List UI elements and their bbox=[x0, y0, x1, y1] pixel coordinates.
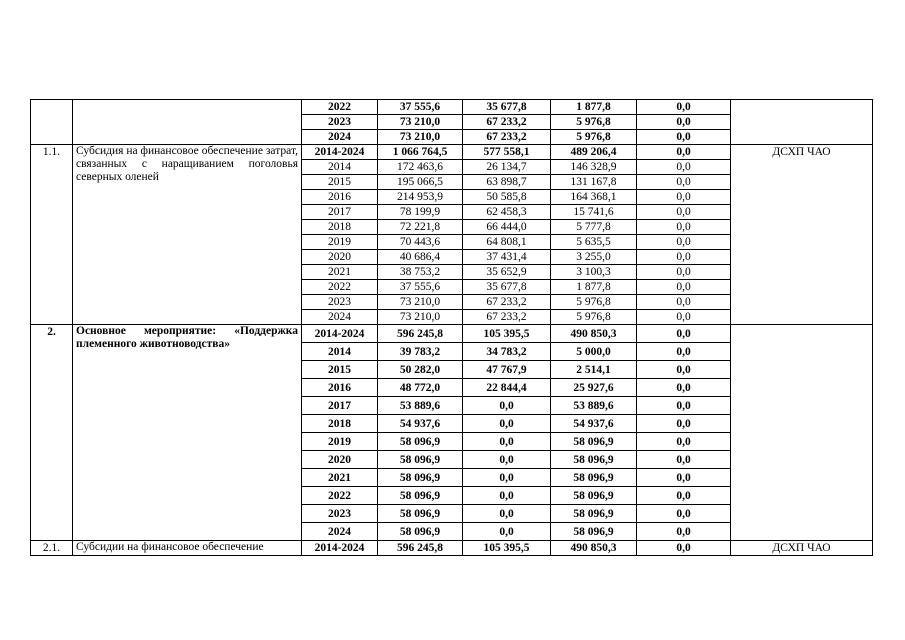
year-cell: 2014 bbox=[302, 160, 378, 175]
year-cell: 2023 bbox=[302, 115, 378, 130]
value-cell: 0,0 bbox=[463, 487, 551, 505]
value-cell: 58 096,9 bbox=[551, 505, 637, 523]
value-cell: 73 210,0 bbox=[378, 295, 463, 310]
value-cell: 0,0 bbox=[463, 523, 551, 541]
row-number-cell: 2.1. bbox=[31, 541, 73, 556]
value-cell: 1 877,8 bbox=[551, 100, 637, 115]
value-cell: 105 395,5 bbox=[463, 325, 551, 343]
value-cell: 78 199,9 bbox=[378, 205, 463, 220]
value-cell: 0,0 bbox=[637, 379, 731, 397]
value-cell: 0,0 bbox=[637, 433, 731, 451]
value-cell: 66 444,0 bbox=[463, 220, 551, 235]
value-cell: 0,0 bbox=[463, 505, 551, 523]
value-cell: 37 431,4 bbox=[463, 250, 551, 265]
row-number-cell: 1.1. bbox=[31, 145, 73, 325]
year-cell: 2018 bbox=[302, 220, 378, 235]
row-name-cell bbox=[73, 100, 302, 145]
value-cell: 596 245,8 bbox=[378, 541, 463, 556]
value-cell: 0,0 bbox=[637, 523, 731, 541]
value-cell: 0,0 bbox=[637, 541, 731, 556]
value-cell: 73 210,0 bbox=[378, 130, 463, 145]
value-cell: 54 937,6 bbox=[551, 415, 637, 433]
value-cell: 53 889,6 bbox=[551, 397, 637, 415]
value-cell: 195 066,5 bbox=[378, 175, 463, 190]
value-cell: 5 976,8 bbox=[551, 115, 637, 130]
value-cell: 0,0 bbox=[637, 469, 731, 487]
value-cell: 47 767,9 bbox=[463, 361, 551, 379]
value-cell: 0,0 bbox=[637, 505, 731, 523]
year-cell: 2023 bbox=[302, 295, 378, 310]
value-cell: 0,0 bbox=[637, 205, 731, 220]
value-cell: 34 783,2 bbox=[463, 343, 551, 361]
value-cell: 5 976,8 bbox=[551, 130, 637, 145]
value-cell: 172 463,6 bbox=[378, 160, 463, 175]
value-cell: 0,0 bbox=[637, 250, 731, 265]
value-cell: 38 753,2 bbox=[378, 265, 463, 280]
value-cell: 146 328,9 bbox=[551, 160, 637, 175]
value-cell: 0,0 bbox=[637, 487, 731, 505]
value-cell: 596 245,8 bbox=[378, 325, 463, 343]
value-cell: 35 677,8 bbox=[463, 280, 551, 295]
value-cell: 0,0 bbox=[637, 415, 731, 433]
value-cell: 0,0 bbox=[637, 361, 731, 379]
value-cell: 67 233,2 bbox=[463, 310, 551, 325]
funding-table bbox=[30, 99, 873, 556]
value-cell: 0,0 bbox=[463, 469, 551, 487]
year-cell: 2014-2024 bbox=[302, 541, 378, 556]
table-row bbox=[31, 541, 873, 556]
value-cell: 70 443,6 bbox=[378, 235, 463, 250]
value-cell: 0,0 bbox=[637, 175, 731, 190]
value-cell: 0,0 bbox=[637, 130, 731, 145]
value-cell: 105 395,5 bbox=[463, 541, 551, 556]
value-cell: 0,0 bbox=[463, 397, 551, 415]
value-cell: 0,0 bbox=[637, 280, 731, 295]
value-cell: 489 206,4 bbox=[551, 145, 637, 160]
value-cell: 0,0 bbox=[637, 343, 731, 361]
value-cell: 0,0 bbox=[637, 235, 731, 250]
value-cell: 164 368,1 bbox=[551, 190, 637, 205]
value-cell: 0,0 bbox=[637, 160, 731, 175]
value-cell: 58 096,9 bbox=[378, 523, 463, 541]
value-cell: 37 555,6 bbox=[378, 100, 463, 115]
year-cell: 2017 bbox=[302, 205, 378, 220]
value-cell: 0,0 bbox=[637, 451, 731, 469]
value-cell: 0,0 bbox=[637, 190, 731, 205]
value-cell: 0,0 bbox=[637, 265, 731, 280]
value-cell: 22 844,4 bbox=[463, 379, 551, 397]
value-cell: 0,0 bbox=[637, 115, 731, 130]
value-cell: 58 096,9 bbox=[551, 523, 637, 541]
value-cell: 62 458,3 bbox=[463, 205, 551, 220]
year-cell: 2022 bbox=[302, 280, 378, 295]
value-cell: 0,0 bbox=[463, 415, 551, 433]
year-cell: 2020 bbox=[302, 451, 378, 469]
year-cell: 2021 bbox=[302, 469, 378, 487]
year-cell: 2019 bbox=[302, 433, 378, 451]
value-cell: 63 898,7 bbox=[463, 175, 551, 190]
year-cell: 2023 bbox=[302, 505, 378, 523]
year-cell: 2024 bbox=[302, 523, 378, 541]
value-cell: 3 255,0 bbox=[551, 250, 637, 265]
year-cell: 2024 bbox=[302, 130, 378, 145]
value-cell: 0,0 bbox=[637, 325, 731, 343]
value-cell: 0,0 bbox=[637, 295, 731, 310]
value-cell: 73 210,0 bbox=[378, 310, 463, 325]
value-cell: 5 976,8 bbox=[551, 310, 637, 325]
value-cell: 58 096,9 bbox=[378, 433, 463, 451]
value-cell: 214 953,9 bbox=[378, 190, 463, 205]
value-cell: 5 777,8 bbox=[551, 220, 637, 235]
value-cell: 26 134,7 bbox=[463, 160, 551, 175]
value-cell: 58 096,9 bbox=[378, 487, 463, 505]
value-cell: 0,0 bbox=[463, 451, 551, 469]
year-cell: 2017 bbox=[302, 397, 378, 415]
year-cell: 2024 bbox=[302, 310, 378, 325]
row-name-cell: Основное мероприятие: «Поддержка племенного животноводства» bbox=[73, 325, 302, 541]
value-cell: 0,0 bbox=[637, 310, 731, 325]
value-cell: 5 000,0 bbox=[551, 343, 637, 361]
value-cell: 3 100,3 bbox=[551, 265, 637, 280]
year-cell: 2015 bbox=[302, 175, 378, 190]
value-cell: 58 096,9 bbox=[378, 451, 463, 469]
value-cell: 577 558,1 bbox=[463, 145, 551, 160]
executor-cell: ДСХП ЧАО bbox=[731, 145, 873, 325]
value-cell: 67 233,2 bbox=[463, 115, 551, 130]
value-cell: 73 210,0 bbox=[378, 115, 463, 130]
value-cell: 25 927,6 bbox=[551, 379, 637, 397]
year-cell: 2021 bbox=[302, 265, 378, 280]
value-cell: 490 850,3 bbox=[551, 541, 637, 556]
value-cell: 5 635,5 bbox=[551, 235, 637, 250]
year-cell: 2016 bbox=[302, 190, 378, 205]
value-cell: 50 282,0 bbox=[378, 361, 463, 379]
table-row bbox=[31, 145, 873, 160]
row-number-cell bbox=[31, 100, 73, 145]
value-cell: 72 221,8 bbox=[378, 220, 463, 235]
row-name-cell: Субсидия на финансовое обеспечение затрат, связанных с наращиванием поголовья северных оленей bbox=[73, 145, 302, 325]
value-cell: 131 167,8 bbox=[551, 175, 637, 190]
value-cell: 1 877,8 bbox=[551, 280, 637, 295]
value-cell: 58 096,9 bbox=[551, 451, 637, 469]
year-cell: 2015 bbox=[302, 361, 378, 379]
value-cell: 40 686,4 bbox=[378, 250, 463, 265]
year-cell: 2019 bbox=[302, 235, 378, 250]
value-cell: 1 066 764,5 bbox=[378, 145, 463, 160]
year-cell: 2014 bbox=[302, 343, 378, 361]
value-cell: 35 677,8 bbox=[463, 100, 551, 115]
year-cell: 2014-2024 bbox=[302, 325, 378, 343]
value-cell: 2 514,1 bbox=[551, 361, 637, 379]
value-cell: 58 096,9 bbox=[551, 433, 637, 451]
year-cell: 2022 bbox=[302, 487, 378, 505]
executor-cell bbox=[731, 325, 873, 541]
value-cell: 0,0 bbox=[637, 100, 731, 115]
value-cell: 54 937,6 bbox=[378, 415, 463, 433]
value-cell: 58 096,9 bbox=[378, 505, 463, 523]
year-cell: 2016 bbox=[302, 379, 378, 397]
executor-cell bbox=[731, 100, 873, 145]
year-cell: 2020 bbox=[302, 250, 378, 265]
executor-cell: ДСХП ЧАО bbox=[731, 541, 873, 556]
table-row bbox=[31, 100, 873, 115]
value-cell: 35 652,9 bbox=[463, 265, 551, 280]
row-number-cell: 2. bbox=[31, 325, 73, 541]
value-cell: 0,0 bbox=[463, 433, 551, 451]
value-cell: 48 772,0 bbox=[378, 379, 463, 397]
value-cell: 58 096,9 bbox=[551, 487, 637, 505]
value-cell: 50 585,8 bbox=[463, 190, 551, 205]
value-cell: 0,0 bbox=[637, 145, 731, 160]
value-cell: 5 976,8 bbox=[551, 295, 637, 310]
year-cell: 2018 bbox=[302, 415, 378, 433]
value-cell: 490 850,3 bbox=[551, 325, 637, 343]
value-cell: 64 808,1 bbox=[463, 235, 551, 250]
value-cell: 37 555,6 bbox=[378, 280, 463, 295]
value-cell: 0,0 bbox=[637, 220, 731, 235]
value-cell: 53 889,6 bbox=[378, 397, 463, 415]
value-cell: 58 096,9 bbox=[378, 469, 463, 487]
value-cell: 0,0 bbox=[637, 397, 731, 415]
value-cell: 67 233,2 bbox=[463, 295, 551, 310]
value-cell: 15 741,6 bbox=[551, 205, 637, 220]
value-cell: 39 783,2 bbox=[378, 343, 463, 361]
year-cell: 2014-2024 bbox=[302, 145, 378, 160]
value-cell: 67 233,2 bbox=[463, 130, 551, 145]
year-cell: 2022 bbox=[302, 100, 378, 115]
row-name-cell: Субсидии на финансовое обеспечение bbox=[73, 541, 302, 556]
table-row bbox=[31, 325, 873, 343]
value-cell: 58 096,9 bbox=[551, 469, 637, 487]
